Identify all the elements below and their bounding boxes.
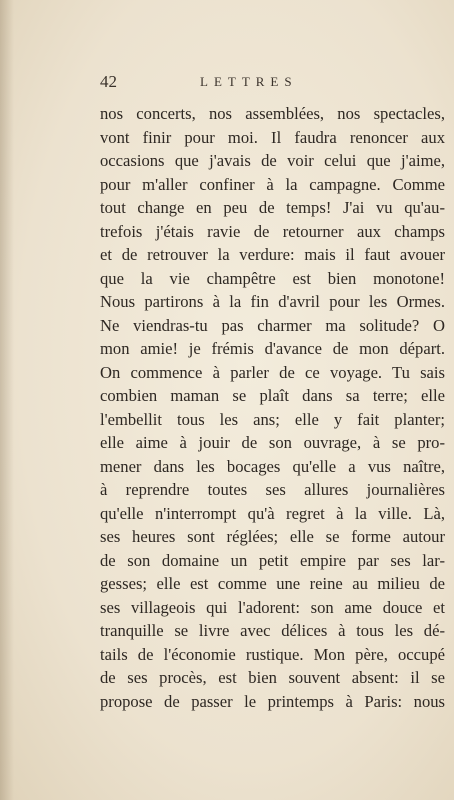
text-line: ses heures sont réglées; elle se forme autour bbox=[100, 527, 445, 546]
text-line: tranquille se livre avec délices à tous les dé- bbox=[100, 621, 445, 640]
text-line: On commence à parler de ce voyage. Tu sais bbox=[100, 362, 445, 382]
text-line: de son domaine un petit empire par ses lar- bbox=[100, 550, 445, 570]
text-line: trefois j'étais ravie de retourner aux champs bbox=[100, 221, 445, 241]
text-line: tails de l'économie rustique. Mon père, occupé bbox=[100, 644, 445, 664]
text-line: l'embellit tous les ans; elle y fait planter; bbox=[100, 409, 445, 429]
text-line: ses villageois qui l'adorent: son ame douce et bbox=[100, 597, 445, 617]
text-line: de ses procès, est bien souvent absent: il se bbox=[100, 668, 445, 687]
text-line: Nous partirons à la fin d'avril pour les Ormes. bbox=[100, 292, 445, 311]
text-line: qu'elle n'interrompt qu'à regret à la ville. Là, bbox=[100, 503, 445, 523]
letter-body-text bbox=[100, 102, 445, 713]
text-line: mener dans les bocages qu'elle a vus naître, bbox=[100, 456, 445, 476]
running-head: LETTRES bbox=[200, 74, 298, 89]
text-line: et de retrouver la verdure: mais il faut avouer bbox=[100, 245, 445, 264]
text-line: Ne viendras-tu pas charmer ma solitude? O bbox=[100, 315, 445, 335]
text-line: vont finir pour moi. Il faudra renoncer aux bbox=[100, 127, 445, 147]
text-line: elle aime à jouir de son ouvrage, à se pro- bbox=[100, 433, 445, 452]
page-number: 42 bbox=[100, 72, 117, 91]
text-line: à reprendre toutes ses allures journalières bbox=[100, 480, 445, 499]
text-line: nos concerts, nos assemblées, nos spectacles, bbox=[100, 104, 445, 123]
text-line: occasions que j'avais de voir celui que j'aime, bbox=[100, 151, 445, 170]
text-line: tout change en peu de temps! J'ai vu qu'au- bbox=[100, 198, 445, 217]
text-line: gesses; elle est comme une reine au milieu de bbox=[100, 574, 445, 593]
text-line: que la vie champêtre est bien monotone! bbox=[100, 268, 445, 288]
page-header bbox=[100, 72, 445, 92]
text-line: mon amie! je frémis d'avance de mon départ. bbox=[100, 339, 445, 358]
text-line: pour m'aller confiner à la campagne. Comme bbox=[100, 174, 445, 194]
text-line: propose de passer le printemps à Paris: nous bbox=[100, 691, 445, 711]
text-line: combien maman se plaît dans sa terre; elle bbox=[100, 386, 445, 405]
